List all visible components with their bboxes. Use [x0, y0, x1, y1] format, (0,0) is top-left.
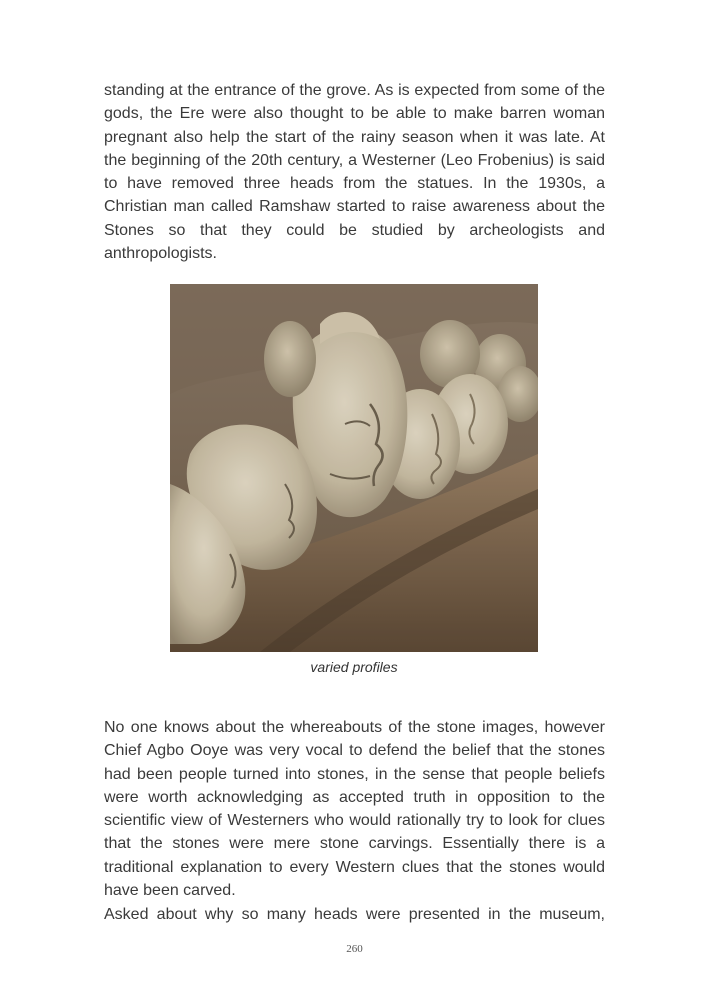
figure-caption: varied profiles: [310, 659, 398, 675]
body-paragraph-2: No one knows about the whereabouts of the stone images, however Chief Agbo Ooye was very vocal to defend the belief that the stones had been people turned into stones, in the sense that people beliefs were worth acknowledging as accepted truth in opposition to the scientific view of Westerners who would rationally try to look for clues that the stones were mere stone carvings. Essentially there is a traditional explanation to every Western clues that the stones would have been carved.: [104, 719, 605, 900]
body-paragraph-3: Asked about why so many heads were presented in the museum,: [104, 906, 605, 923]
page-number: 260: [346, 943, 363, 955]
stone-heads-photo: [170, 284, 538, 652]
body-paragraph-1: standing at the entrance of the grove. As is expected from some of the gods, the Ere were also thought to be able to make barren woman pregnant also help the start of the rainy season when it was late. At the beginning of the 20th century, a Westerner (Leo Frobenius) is said to have removed three heads from the statues. In the 1930s, a Christian man called Ramshaw started to raise awareness about the Stones so that they could be studied by archeologists and anthropologists.: [104, 82, 605, 263]
